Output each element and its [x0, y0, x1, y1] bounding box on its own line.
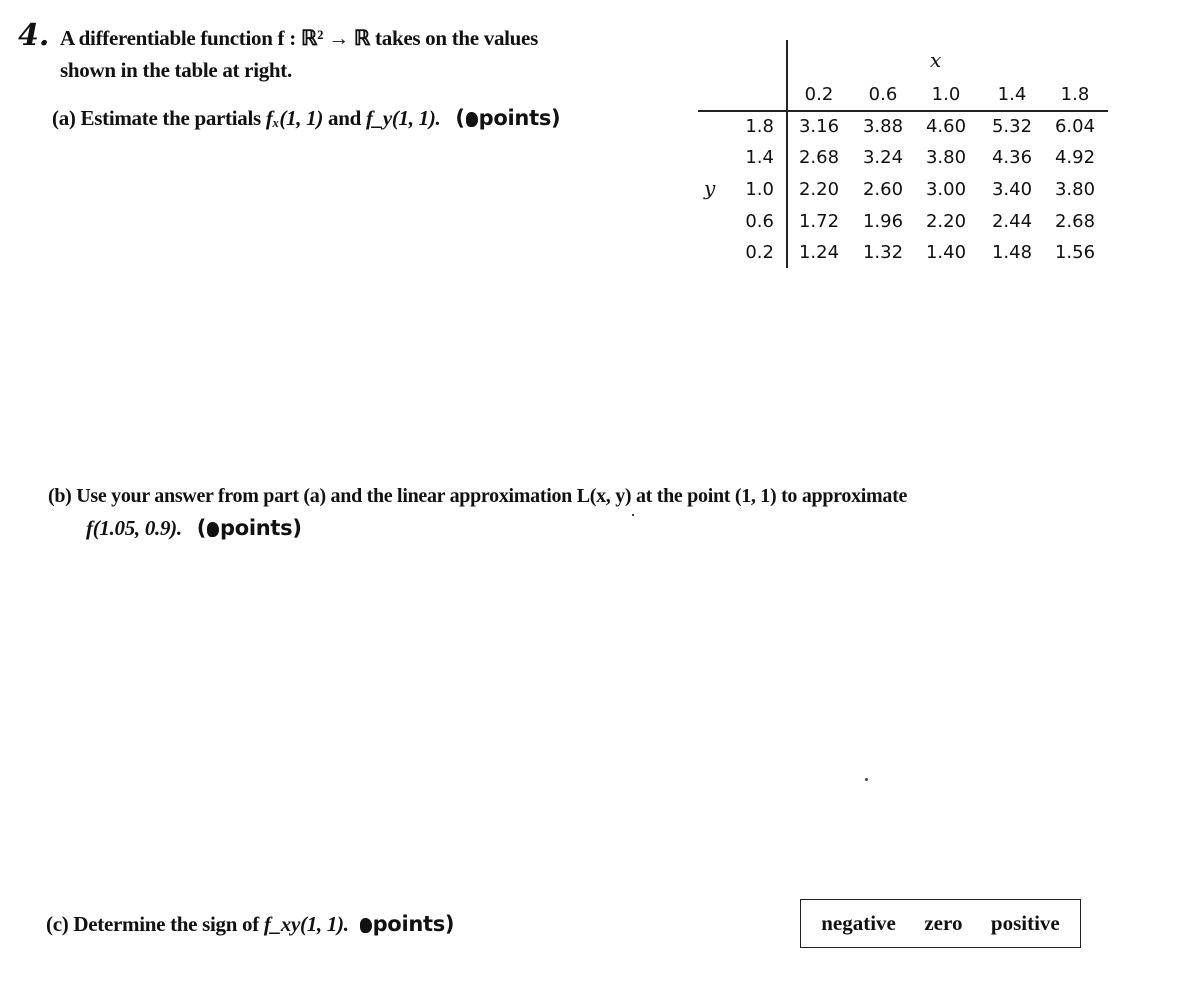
- ink-speck: [865, 778, 868, 781]
- table-cell: 5.32: [991, 116, 1033, 137]
- part-a-question: [52, 106, 560, 131]
- y-row-label: 0.6: [745, 211, 774, 232]
- x-header-cell: 1.4: [997, 84, 1027, 105]
- y-row-label: 1.0: [745, 179, 774, 200]
- part-b-expression: f(1.05, 0.9).: [86, 516, 182, 540]
- part-c-points: points): [359, 912, 455, 936]
- table-x-label: x: [930, 48, 942, 72]
- part-c-question: [46, 912, 454, 937]
- part-a-text: Estimate the partials: [80, 106, 261, 130]
- part-c-label: (c): [46, 912, 69, 936]
- part-b-question-line1: [48, 485, 907, 508]
- table-cell: 4.36: [991, 147, 1033, 168]
- x-header-cell: 1.8: [1060, 84, 1090, 105]
- table-cell: 1.32: [862, 242, 904, 263]
- choice-zero[interactable]: zero: [924, 911, 963, 935]
- table-cell: 2.20: [925, 211, 967, 232]
- problem-number-mark: 4.: [18, 18, 50, 53]
- table-cell: 2.44: [991, 211, 1033, 232]
- table-cell: 2.20: [798, 179, 840, 200]
- table-cell: 1.72: [798, 211, 840, 232]
- part-b-label: (b): [48, 485, 72, 507]
- ink-speck: [632, 514, 634, 516]
- sign-choice-box: [800, 899, 1081, 948]
- table-cell: 3.00: [925, 179, 967, 200]
- part-b-question-line2: [86, 516, 302, 541]
- table-cell: 6.04: [1054, 116, 1096, 137]
- table-cell: 3.88: [862, 116, 904, 137]
- table-cell: 3.16: [798, 116, 840, 137]
- y-row-label: 1.4: [745, 147, 774, 168]
- choice-negative[interactable]: negative: [821, 911, 896, 935]
- y-row-label: 0.2: [745, 242, 774, 263]
- choice-positive[interactable]: positive: [990, 911, 1060, 935]
- part-b-points: ( points): [196, 516, 302, 540]
- ink-blot-icon: [466, 112, 478, 127]
- x-header-cell: 1.0: [931, 84, 961, 105]
- y-row-label: 1.8: [745, 116, 774, 137]
- problem-intro-line1: A differentiable function f : ℝ² → ℝ takes on the values: [60, 26, 538, 50]
- table-cell: 2.68: [1054, 211, 1096, 232]
- table-cell: 1.40: [925, 242, 967, 263]
- part-a-label: (a): [52, 106, 76, 130]
- table-cell: 2.60: [862, 179, 904, 200]
- table-cell: 1.48: [991, 242, 1033, 263]
- part-a-fx: fₓ(1, 1): [265, 106, 324, 130]
- value-table: [690, 40, 1110, 270]
- ink-blot-icon: [207, 522, 219, 537]
- x-header-cell: 0.6: [868, 84, 898, 105]
- table-cell: 3.80: [1054, 179, 1096, 200]
- table-cell: 3.24: [862, 147, 904, 168]
- table-y-label: y: [704, 176, 716, 200]
- table-cell: 1.56: [1054, 242, 1096, 263]
- table-cell: 2.68: [798, 147, 840, 168]
- part-c-text: Determine the sign of: [73, 912, 259, 936]
- table-horizontal-rule: [698, 110, 1108, 112]
- part-b-text: Use your answer from part (a) and the linear approximation L(x, y) at the point (1, 1) to approximate: [76, 485, 908, 507]
- table-vertical-rule: [786, 40, 788, 268]
- table-cell: 1.24: [798, 242, 840, 263]
- table-cell: 4.60: [925, 116, 967, 137]
- part-c-fxy: f_xy(1, 1).: [263, 912, 349, 936]
- table-cell: 3.40: [991, 179, 1033, 200]
- ink-blot-icon: [360, 918, 372, 933]
- table-cell: 4.92: [1054, 147, 1096, 168]
- part-a-and: and: [328, 106, 361, 130]
- x-header-cell: 0.2: [804, 84, 834, 105]
- part-a-points: ( points): [455, 106, 561, 130]
- problem-intro-line2: shown in the table at right.: [60, 58, 292, 82]
- table-cell: 3.80: [925, 147, 967, 168]
- part-a-fy: f_y(1, 1).: [365, 106, 441, 130]
- table-cell: 1.96: [862, 211, 904, 232]
